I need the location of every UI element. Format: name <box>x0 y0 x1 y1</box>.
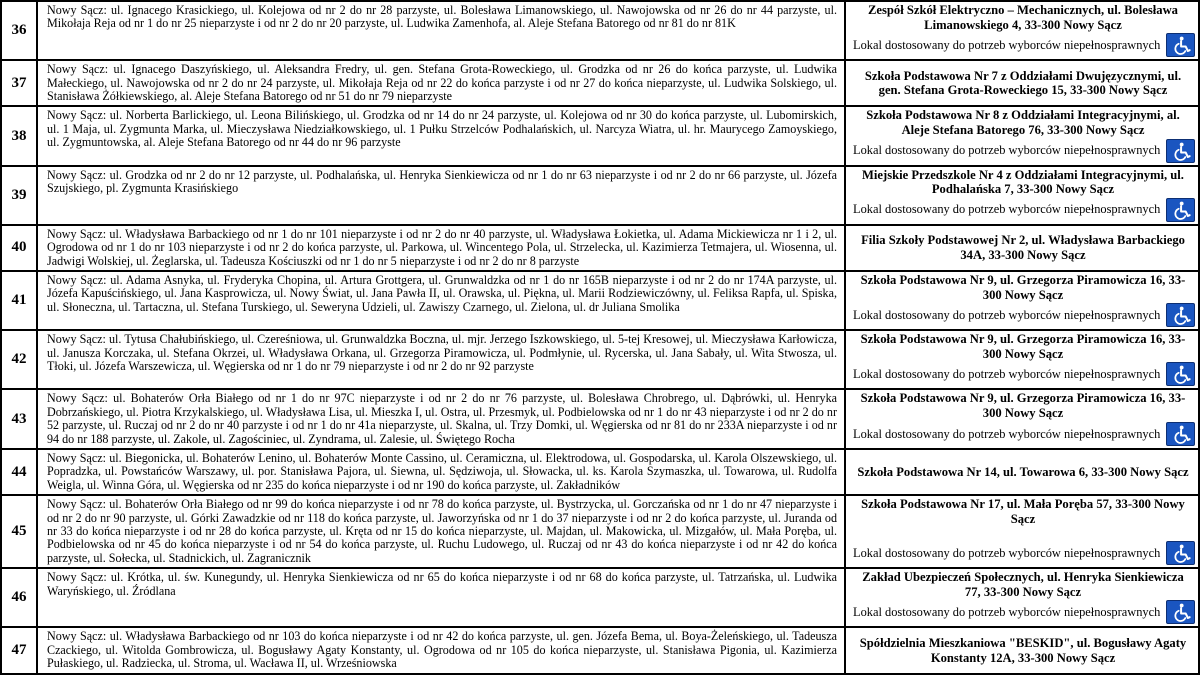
polling-station-cell <box>846 226 1198 270</box>
polling-station-cell <box>846 2 1198 59</box>
district-streets: Nowy Sącz: ul. Norberta Barlickiego, ul. Leona Bilińskiego, ul. Grodzka od nr 14 do nr 24 parzyste, ul. Kolejowa od nr 30 do końca parzyste, ul. Lubomirskich, ul. 1 Maja, ul. Zygmunta Marka, ul. Mieczysława Niedziałkowskiego, ul. 1 Pułku Strzelców Podhalańskich, ul. Narcyza Wiatra, ul. hr. Maurycego Zamoyskiego, ul. Zygmuntowska, al. Aleje Stefana Batorego od nr 44 do nr 96 parzyste <box>38 107 846 164</box>
district-streets: Nowy Sącz: ul. Bohaterów Orła Białego od nr 1 do nr 97C nieparzyste i od nr 2 do nr 76 parzyste, ul. Bolesława Chrobrego, ul. Dąbrówki, ul. Henryka Dobrzańskiego, ul. Piotra Krzykalskiego, ul. Władysława Lisa, ul. Mieszka I, ul. Ostra, ul. Przesmyk, ul. Podbielowska od nr 1 do nr 43 nieparzyste i od nr 2 do nr 52 parzyste, ul. Ruczaj od nr 2 do nr 40 parzyste i od nr 1 do nr 41a nieparzyste, ul. Skalna, ul. Trzy Domki, ul. Węgierska od nr 81 do nr 233A nieparzyste i od nr 94 do nr 188 parzyste, ul. Zakole, ul. Zagościniec, ul. Zyndrama, ul. Zalesie, ul. Świętego Rocha <box>38 390 846 448</box>
table-row <box>2 450 1198 496</box>
district-streets: Nowy Sącz: ul. Władysława Barbackiego od nr 103 do końca nieparzyste i od nr 42 do końca parzyste, ul. gen. Józefa Bema, ul. Boya-Żeleńskiego, ul. Tadeusza Czackiego, ul. Witolda Gombrowicza, ul. Bogusławy Agaty Konstanty, ul. Ogrodowa od nr 105 do końca nieparzyste, ul. Stanisława Pigonia, ul. Kazimierza Pułaskiego, ul. Radziecka, ul. Stroma, ul. Wacława II, ul. Wrześniowska <box>38 628 846 672</box>
district-number: 46 <box>2 569 38 626</box>
district-number: 42 <box>2 331 38 388</box>
table-row <box>2 569 1198 628</box>
district-number: 47 <box>2 628 38 672</box>
table-row <box>2 61 1198 107</box>
district-number: 39 <box>2 167 38 224</box>
accessibility-note-text: Lokal dostosowany do potrzeb wyborców niepełnosprawnych <box>853 37 1161 52</box>
polling-station-cell <box>846 272 1198 329</box>
district-streets: Nowy Sącz: ul. Ignacego Krasickiego, ul. Kolejowa od nr 2 do nr 28 parzyste, ul. Bolesława Limanowskiego, ul. Nawojowska od nr 26 do nr 44 parzyste, ul. Mikołaja Reja od nr 1 do nr 25 nieparzyste i od nr 2 do nr 20 parzyste, ul. Ludwika Zamenhofa, al. Aleje Stefana Batorego od nr 81 do nr 81K <box>38 2 846 59</box>
wheelchair-icon <box>1166 198 1195 222</box>
table-row <box>2 272 1198 331</box>
accessibility-note-text: Lokal dostosowany do potrzeb wyborców niepełnosprawnych <box>853 307 1161 322</box>
table-row <box>2 331 1198 390</box>
polling-station-name: Miejskie Przedszkole Nr 4 z Oddziałami Integracyjnymi, ul. Podhalańska 7, 33-300 Nowy Sącz <box>862 167 1184 197</box>
district-streets: Nowy Sącz: ul. Bohaterów Orła Białego od nr 99 do końca nieparzyste i od nr 78 do końca parzyste, ul. Bystrzycka, ul. Gorczańska od nr 1 do nr 47 nieparzyste i od nr 2 do nr 90 parzyste, ul. Górki Zawadzkie od nr 118 do końca parzyste, ul. Jaworzyńska od nr 1 do 37 nieparzyste i od nr 2 do końca parzyste, ul. Juranda od nr 33 do końca nieparzyste i od nr 28 do końca parzyste, ul. Kręta od nr 15 do końca nieparzyste, ul. Majdan, ul. Makowicka, ul. Mizgałów, ul. Mała Poręba, ul. Podbielowska od nr 45 do końca nieparzyste i od nr 54 do końca parzyste, ul. Ruchu Ludowego, ul. Ruczaj od nr 43 do końca nieparzyste i od nr 42 do końca parzyste, ul. Sołecka, ul. Stadnickich, ul. Zagranicznik <box>38 496 846 567</box>
accessibility-note-text: Lokal dostosowany do potrzeb wyborców niepełnosprawnych <box>853 143 1161 158</box>
district-streets: Nowy Sącz: ul. Ignacego Daszyńskiego, ul. Aleksandra Fredry, ul. gen. Stefana Grota-Roweckiego, ul. Grodzka od nr 26 do końca parzyste, ul. Ludwika Małeckiego, ul. Nawojowska od nr 2 do nr 24 parzyste, ul. Mikołaja Reja od nr 22 do końca parzyste i od nr 27 do końca nieparzyste, ul. Ludwika Solskiego, ul. Stanisława Żółkiewskiego, al. Aleje Stefana Batorego od nr 51 do nr 79 nieparzyste <box>38 61 846 105</box>
polling-station-name: Filia Szkoły Podstawowej Nr 2, ul. Władysława Barbackiego 34A, 33-300 Nowy Sącz <box>861 233 1185 262</box>
polling-station-name: Szkoła Podstawowa Nr 14, ul. Towarowa 6, 33-300 Nowy Sącz <box>857 464 1189 479</box>
polling-station-name: Szkoła Podstawowa Nr 8 z Oddziałami Integracyjnymi, al. Aleje Stefana Batorego 76, 33-300 Nowy Sącz <box>866 108 1180 137</box>
accessibility-note-text: Lokal dostosowany do potrzeb wyborców niepełnosprawnych <box>853 426 1161 441</box>
accessibility-note-text: Lokal dostosowany do potrzeb wyborców niepełnosprawnych <box>853 604 1161 619</box>
wheelchair-icon <box>1166 303 1195 327</box>
polling-station-name: Szkoła Podstawowa Nr 9, ul. Grzegorza Piramowicza 16, 33-300 Nowy Sącz <box>860 391 1186 420</box>
polling-station-cell <box>846 450 1198 494</box>
accessibility-note <box>851 540 1195 566</box>
accessibility-note <box>851 32 1195 58</box>
accessibility-note-text: Lokal dostosowany do potrzeb wyborców niepełnosprawnych <box>853 202 1161 217</box>
wheelchair-icon <box>1166 33 1195 57</box>
polling-station-cell <box>846 496 1198 567</box>
accessibility-note <box>851 302 1195 328</box>
wheelchair-icon <box>1166 600 1195 624</box>
accessibility-note <box>851 197 1195 223</box>
polling-station-name: Spółdzielnia Mieszkaniowa "BESKID", ul. Bogusławy Agaty Konstanty 12A, 33-300 Nowy Sącz <box>859 635 1187 665</box>
table-row <box>2 2 1198 61</box>
district-streets: Nowy Sącz: ul. Biegonicka, ul. Bohaterów Lenino, ul. Bohaterów Monte Cassino, ul. Ceramiczna, ul. Elektrodowa, ul. Gospodarska, ul. Karola Olszewskiego, ul. Popradzka, ul. Powstańców Warszawy, ul. por. Stanisława Pajora, ul. Siewna, ul. Sędziwoja, ul. Słowacka, ul. ks. Karola Szymaszka, ul. Towarowa, ul. Rudolfa Weigla, ul. Winna Góra, ul. Węgierska od nr 235 do końca nieparzyste i od nr 190 do końca parzyste, ul. Zakładników <box>38 450 846 494</box>
district-streets: Nowy Sącz: ul. Grodzka od nr 2 do nr 12 parzyste, ul. Podhalańska, ul. Henryka Sienkiewicza od nr 1 do nr 63 nieparzyste i od nr 2 do nr 66 parzyste, ul. Józefa Szujskiego, pl. Zygmunta Krasińskiego <box>38 167 846 224</box>
wheelchair-icon <box>1166 362 1195 386</box>
district-streets: Nowy Sącz: ul. Adama Asnyka, ul. Fryderyka Chopina, ul. Artura Grottgera, ul. Grunwaldzka od nr 1 do nr 165B nieparzyste i od nr 2 do nr 174A parzyste, ul. Józefa Kapuścińskiego, ul. Jana Kasprowicza, ul. Nowy Świat, ul. Jana Pawła II, ul. Orawska, ul. Piękna, ul. Marii Rodziewiczówny, ul. Feliksa Rapfa, ul. Spiska, ul. Słoneczna, ul. Tartaczna, ul. Stefana Turskiego, ul. Seweryna Udzieli, ul. Zawiszy Czarnego, ul. Zielona, ul. dr Juliana Smolika <box>38 272 846 329</box>
polling-station-cell <box>846 61 1198 105</box>
table-row <box>2 628 1198 672</box>
polling-station-name: Szkoła Podstawowa Nr 17, ul. Mała Poręba 57, 33-300 Nowy Sącz <box>861 497 1185 526</box>
district-streets: Nowy Sącz: ul. Krótka, ul. św. Kunegundy, ul. Henryka Sienkiewicza od nr 65 do końca nieparzyste i od nr 68 do końca parzyste, ul. Tatrzańska, ul. Ludwika Waryńskiego, ul. Źródlana <box>38 569 846 626</box>
polling-station-cell <box>846 569 1198 626</box>
accessibility-note <box>851 138 1195 164</box>
district-number: 38 <box>2 107 38 164</box>
wheelchair-icon <box>1166 541 1195 565</box>
polling-station-name: Szkoła Podstawowa Nr 9, ul. Grzegorza Piramowicza 16, 33-300 Nowy Sącz <box>860 332 1186 361</box>
table-row <box>2 107 1198 166</box>
table-row <box>2 226 1198 272</box>
accessibility-note-text: Lokal dostosowany do potrzeb wyborców niepełnosprawnych <box>853 366 1161 381</box>
district-streets: Nowy Sącz: ul. Władysława Barbackiego od nr 1 do nr 101 nieparzyste i od nr 2 do nr 40 parzyste, ul. Władysława Łokietka, ul. Adama Mickiewicza nr 1 i 2, ul. Ogrodowa od nr 1 do nr 103 nieparzyste i od nr 2 do końca parzyste, ul. Parkowa, ul. Wincentego Pola, ul. Strzelecka, ul. Kazimierza Tetmajera, ul. Wiosenna, ul. Jadwigi Wolskiej, ul. Żeglarska, ul. Tadeusza Kościuszki od nr 1 do nr 5 nieparzyste i od nr 2 do nr 8 parzyste <box>38 226 846 270</box>
district-number: 37 <box>2 61 38 105</box>
district-number: 40 <box>2 226 38 270</box>
district-number: 44 <box>2 450 38 494</box>
accessibility-note <box>851 421 1195 447</box>
table-row <box>2 496 1198 569</box>
polling-station-cell <box>846 390 1198 448</box>
polling-station-cell <box>846 331 1198 388</box>
wheelchair-icon <box>1166 422 1195 446</box>
polling-station-cell <box>846 628 1198 672</box>
district-streets: Nowy Sącz: ul. Tytusa Chałubińskiego, ul. Czereśniowa, ul. Grunwaldzka Boczna, ul. mjr. Jerzego Iszkowskiego, ul. 5-tej Kresowej, ul. Mieczysława Karłowicza, ul. Janusza Korczaka, ul. Stefana Okrzei, ul. Władysława Orkana, ul. Grzegorza Piramowicza, ul. Podmłynie, ul. Rycerska, ul. Jana Sabały, ul. Wita Stwosza, ul. Tłoki, ul. Józefa Warszewicza, ul. Węgierska od nr 1 do nr 79 nieparzyste i od nr 2 do nr 92 parzyste <box>38 331 846 388</box>
polling-station-cell <box>846 107 1198 164</box>
accessibility-note-text: Lokal dostosowany do potrzeb wyborców niepełnosprawnych <box>853 545 1161 560</box>
polling-station-name: Szkoła Podstawowa Nr 7 z Oddziałami Dwujęzycznymi, ul. gen. Stefana Grota-Roweckiego 15, 33-300 Nowy Sącz <box>864 68 1182 98</box>
district-number: 43 <box>2 390 38 448</box>
wheelchair-icon <box>1166 139 1195 163</box>
district-number: 41 <box>2 272 38 329</box>
accessibility-note <box>851 361 1195 387</box>
accessibility-note <box>851 599 1195 625</box>
polling-station-name: Szkoła Podstawowa Nr 9, ul. Grzegorza Piramowicza 16, 33-300 Nowy Sącz <box>860 273 1186 302</box>
polling-station-name: Zespół Szkół Elektryczno – Mechanicznych, ul. Bolesława Limanowskiego 4, 33-300 Nowy Sącz <box>868 3 1178 32</box>
polling-station-cell <box>846 167 1198 224</box>
district-number: 36 <box>2 2 38 59</box>
polling-station-name: Zakład Ubezpieczeń Społecznych, ul. Henryka Sienkiewicza 77, 33-300 Nowy Sącz <box>862 570 1184 599</box>
table-row <box>2 167 1198 226</box>
table-row <box>2 390 1198 450</box>
district-number: 45 <box>2 496 38 567</box>
